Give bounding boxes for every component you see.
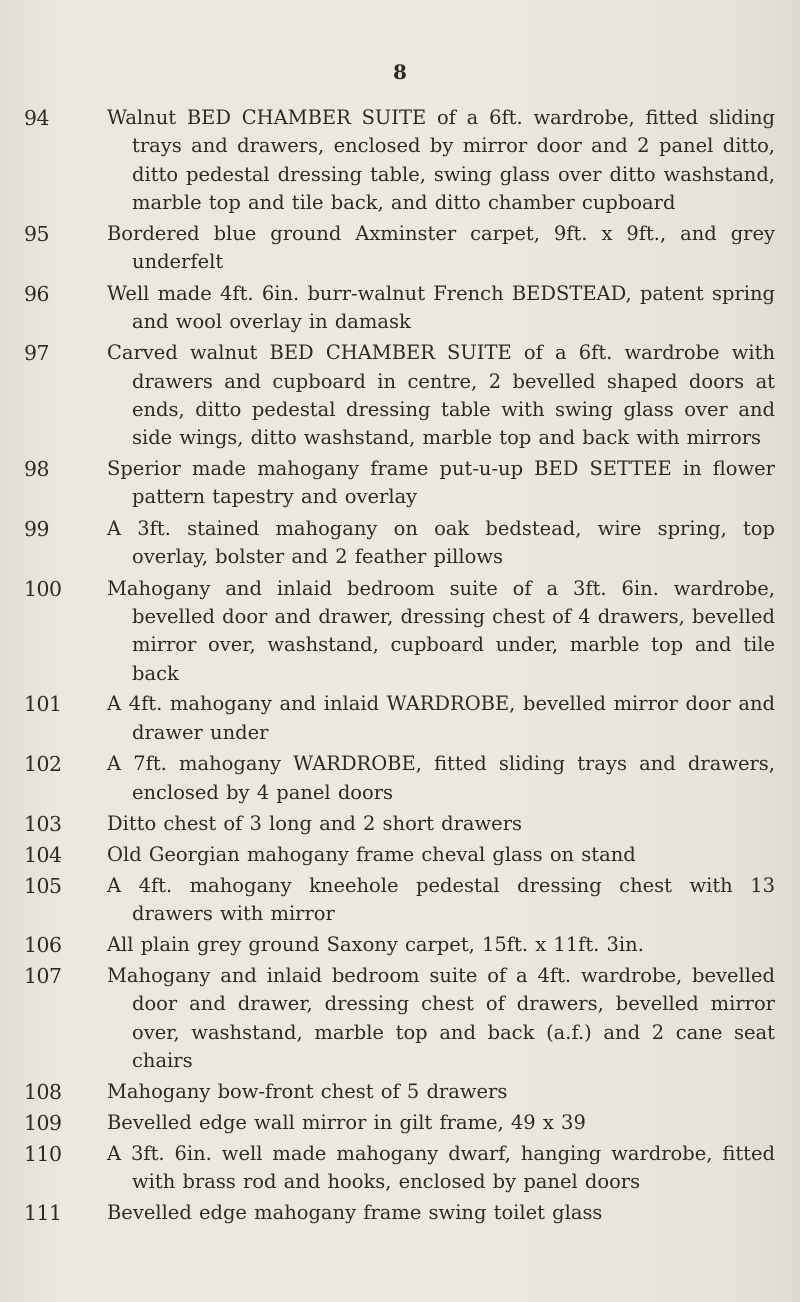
lot-description: A 3ft. stained mahogany on oak bedstead, wire spring, top overlay, bolster and 2 feather pillows bbox=[107, 516, 775, 569]
lot-number: 97 bbox=[24, 341, 49, 366]
lot-description: All plain grey ground Saxony carpet, 15ft. x 11ft. 3in. bbox=[107, 933, 644, 957]
lot-description: Mahogany and inlaid bedroom suite of a 4ft. wardrobe, bevelled door and drawer, dressing chest of drawers, bevelled mirror over, washstand, marble top and back (a.f.) and 2 cane seat chairs bbox=[107, 964, 775, 1073]
lot-description: Old Georgian mahogany frame cheval glass on stand bbox=[107, 842, 636, 866]
lot-number: 109 bbox=[24, 1110, 62, 1135]
lot-number: 111 bbox=[24, 1201, 62, 1226]
lot-number: 102 bbox=[24, 752, 62, 777]
lot-number: 94 bbox=[24, 106, 49, 130]
page-number: 8 bbox=[393, 60, 407, 84]
lot-number: 106 bbox=[24, 933, 62, 958]
lot-number: 107 bbox=[24, 964, 62, 989]
lot-description: Well made 4ft. 6in. burr-walnut French BEDSTEAD, patent spring and wool overlay in damask bbox=[107, 281, 775, 333]
lot-description: Sperior made mahogany frame put-u-up BED SETTEE in flower pattern tapestry and overlay bbox=[107, 457, 775, 509]
lot-description: A 7ft. mahogany WARDROBE, fitted sliding trays and drawers, enclosed by 4 panel doors bbox=[107, 752, 775, 804]
lot-number: 110 bbox=[24, 1141, 62, 1166]
lot-description: Ditto chest of 3 long and 2 short drawers bbox=[107, 812, 522, 836]
lot-description: Mahogany bow-front chest of 5 drawers bbox=[107, 1079, 508, 1103]
lot-number: 104 bbox=[24, 842, 62, 867]
lot-description: Bordered blue ground Axminster carpet, 9ft. x 9ft., and grey underfelt bbox=[107, 221, 775, 274]
lot-description: A 4ft. mahogany and inlaid WARDROBE, bevelled mirror door and drawer under bbox=[107, 692, 775, 744]
lot-description: A 3ft. 6in. well made mahogany dwarf, hanging wardrobe, fitted with brass rod and hooks, enclosed by panel doors bbox=[107, 1141, 775, 1193]
lot-number: 108 bbox=[24, 1079, 62, 1104]
lot-number: 98 bbox=[24, 457, 49, 482]
lot-number: 96 bbox=[24, 281, 49, 306]
lot-description: Carved walnut BED CHAMBER SUITE of a 6ft. wardrobe with drawers and cupboard in centre, 2 bevelled shaped doors at ends, ditto pedestal dressing table with swing glass over and side wings, ditto washstand, marble top and back with mirrors bbox=[107, 341, 775, 450]
lot-description: Walnut BED CHAMBER SUITE of a 6ft. wardrobe, fitted sliding trays and drawers, enclosed by mirror door and 2 panel ditto, ditto pedestal dressing table, swing glass over ditto washstand, marble top and tile back, and ditto chamber cupboard bbox=[107, 106, 775, 214]
lot-number: 101 bbox=[24, 692, 62, 717]
lot-number: 100 bbox=[24, 576, 62, 601]
lot-number: 99 bbox=[24, 516, 49, 541]
lot-number: 103 bbox=[24, 812, 62, 837]
lot-description: A 4ft. mahogany kneehole pedestal dressing chest with 13 drawers with mirror bbox=[107, 873, 775, 925]
lot-description: Bevelled edge wall mirror in gilt frame, 49 x 39 bbox=[107, 1110, 586, 1134]
lot-description: Bevelled edge mahogany frame swing toilet glass bbox=[107, 1201, 603, 1225]
lot-number: 95 bbox=[24, 221, 49, 246]
lot-number: 105 bbox=[24, 873, 62, 898]
lot-description: Mahogany and inlaid bedroom suite of a 3ft. 6in. wardrobe, bevelled door and drawer, dressing chest of 4 drawers, bevelled mirror over, washstand, cupboard under, marble top and tile back bbox=[107, 576, 775, 685]
